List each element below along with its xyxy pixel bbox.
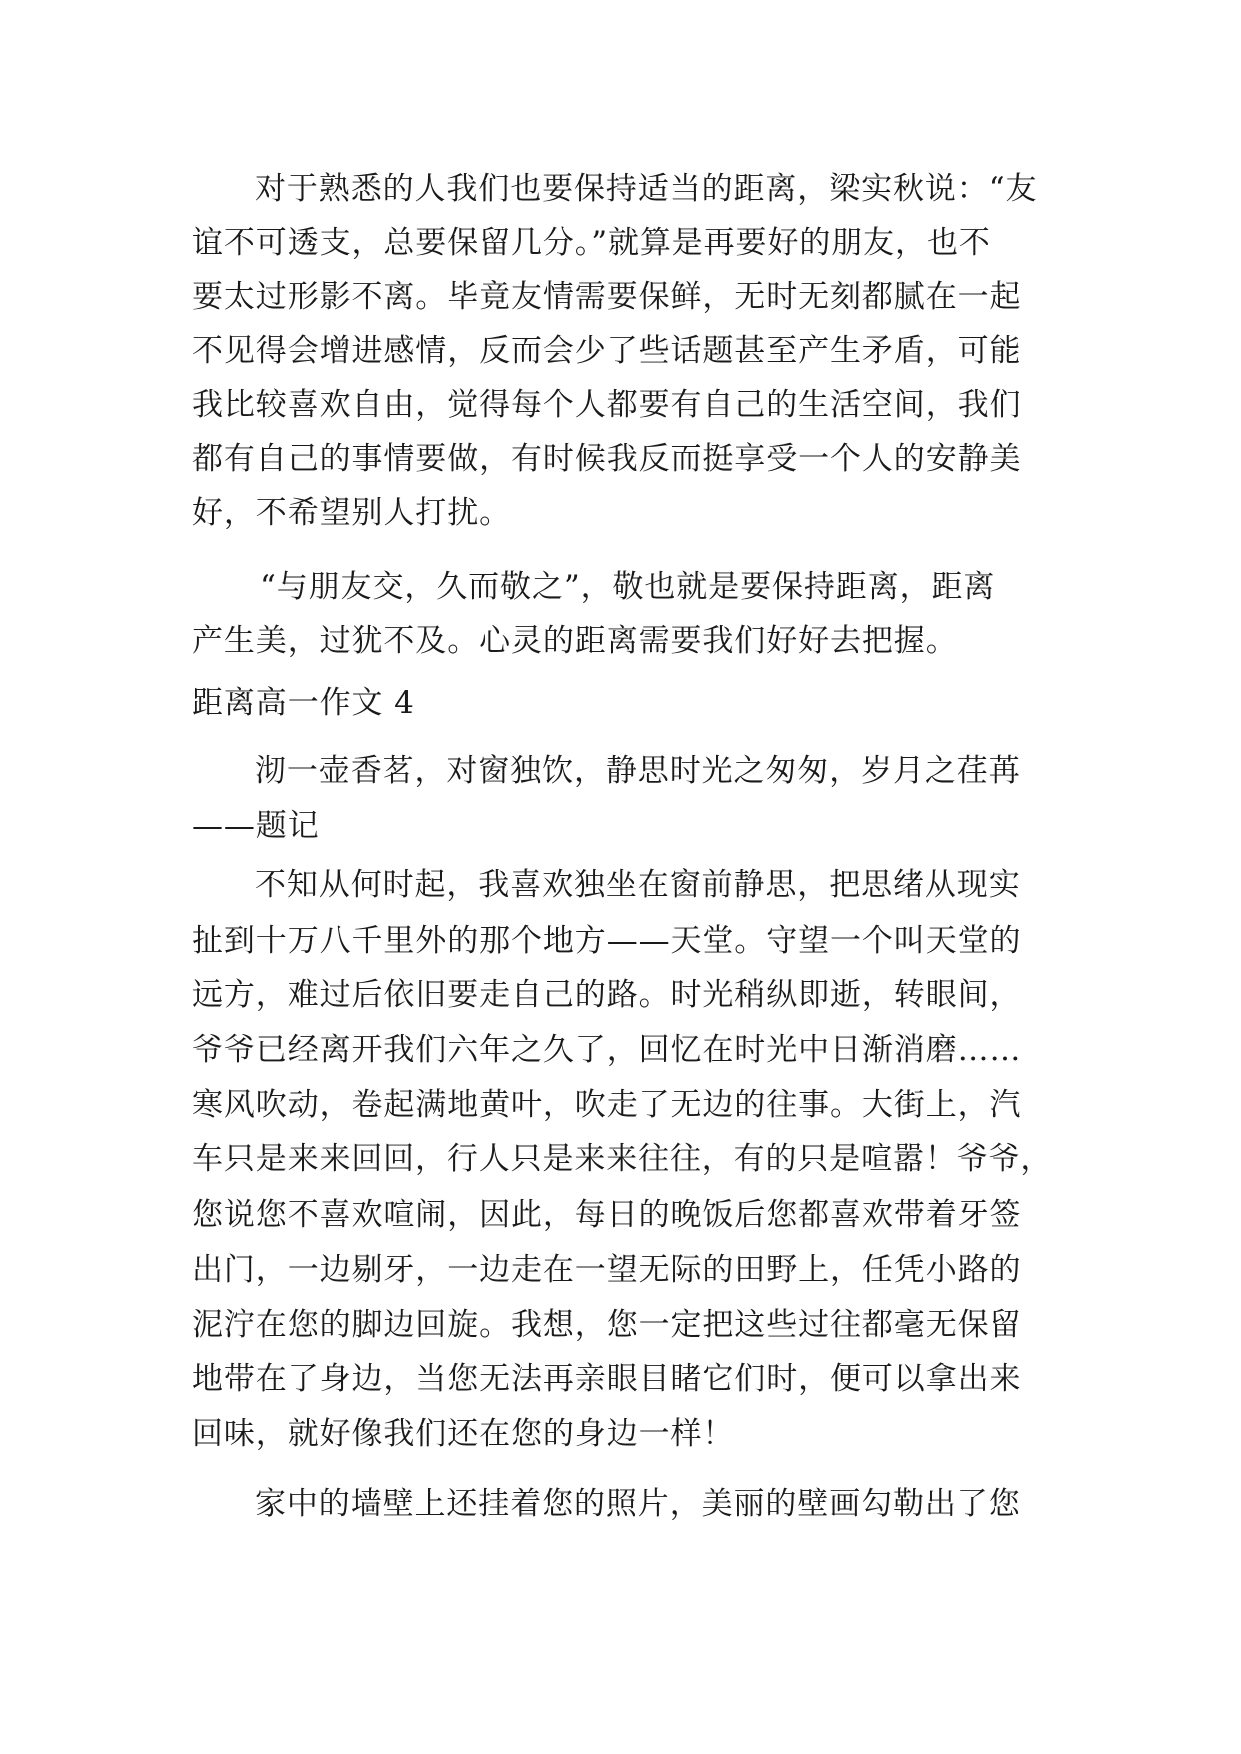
text-line: 寒风吹动，卷起满地黄叶，吹走了无边的往事。大街上，汽 <box>192 1087 1022 1123</box>
text-line: 不见得会增进感情，反而会少了些话题甚至产生矛盾，可能 <box>192 333 1022 369</box>
text-line: 回味，就好像我们还在您的身边一样！ <box>192 1416 735 1452</box>
text-line: 车只是来来回回，行人只是来来往往，有的只是喧嚣！爷爷， <box>192 1141 1053 1177</box>
text-line: 对于熟悉的人我们也要保持适当的距离，梁实秋说：“友 <box>255 171 1038 207</box>
text-line: 出门，一边剔牙，一边走在一望无际的田野上，任凭小路的 <box>192 1252 1022 1288</box>
text-line: ——题记 <box>192 808 320 844</box>
text-line: 不知从何时起，我喜欢独坐在窗前静思，把思绪从现实 <box>255 867 1021 903</box>
text-line: 家中的墙壁上还挂着您的照片，美丽的壁画勾勒出了您 <box>255 1486 1021 1522</box>
text-line: 产生美，过犹不及。心灵的距离需要我们好好去把握。 <box>192 623 958 659</box>
text-line: 地带在了身边，当您无法再亲眼目睹它们时，便可以拿出来 <box>192 1361 1022 1397</box>
text-line: 您说您不喜欢喧闹，因此，每日的晚饭后您都喜欢带着牙签 <box>192 1197 1022 1233</box>
text-line: 要太过形影不离。毕竟友情需要保鲜，无时无刻都腻在一起 <box>192 279 1022 315</box>
text-line: 泥泞在您的脚边回旋。我想，您一定把这些过往都毫无保留 <box>192 1307 1022 1343</box>
text-line: 扯到十万八千里外的那个地方——天堂。守望一个叫天堂的 <box>192 923 1022 959</box>
text-line: 好，不希望别人打扰。 <box>192 495 511 531</box>
text-line: 都有自己的事情要做，有时候我反而挺享受一个人的安静美 <box>192 441 1022 477</box>
text-line: 沏一壶香茗，对窗独饮，静思时光之匆匆，岁月之荏苒 <box>255 753 1021 789</box>
text-line: 我比较喜欢自由，觉得每个人都要有自己的生活空间，我们 <box>192 387 1022 423</box>
text-line: “与朋友交，久而敬之”，敬也就是要保持距离，距离 <box>260 569 996 605</box>
text-line: 远方，难过后依旧要走自己的路。时光稍纵即逝，转眼间， <box>192 977 1022 1013</box>
text-line: 谊不可透支，总要保留几分。”就算是再要好的朋友，也不 <box>192 225 991 261</box>
section-heading: 距离高一作文 4 <box>192 685 415 721</box>
text-line: 爷爷已经离开我们六年之久了，回忆在时光中日渐消磨…… <box>192 1032 1022 1068</box>
